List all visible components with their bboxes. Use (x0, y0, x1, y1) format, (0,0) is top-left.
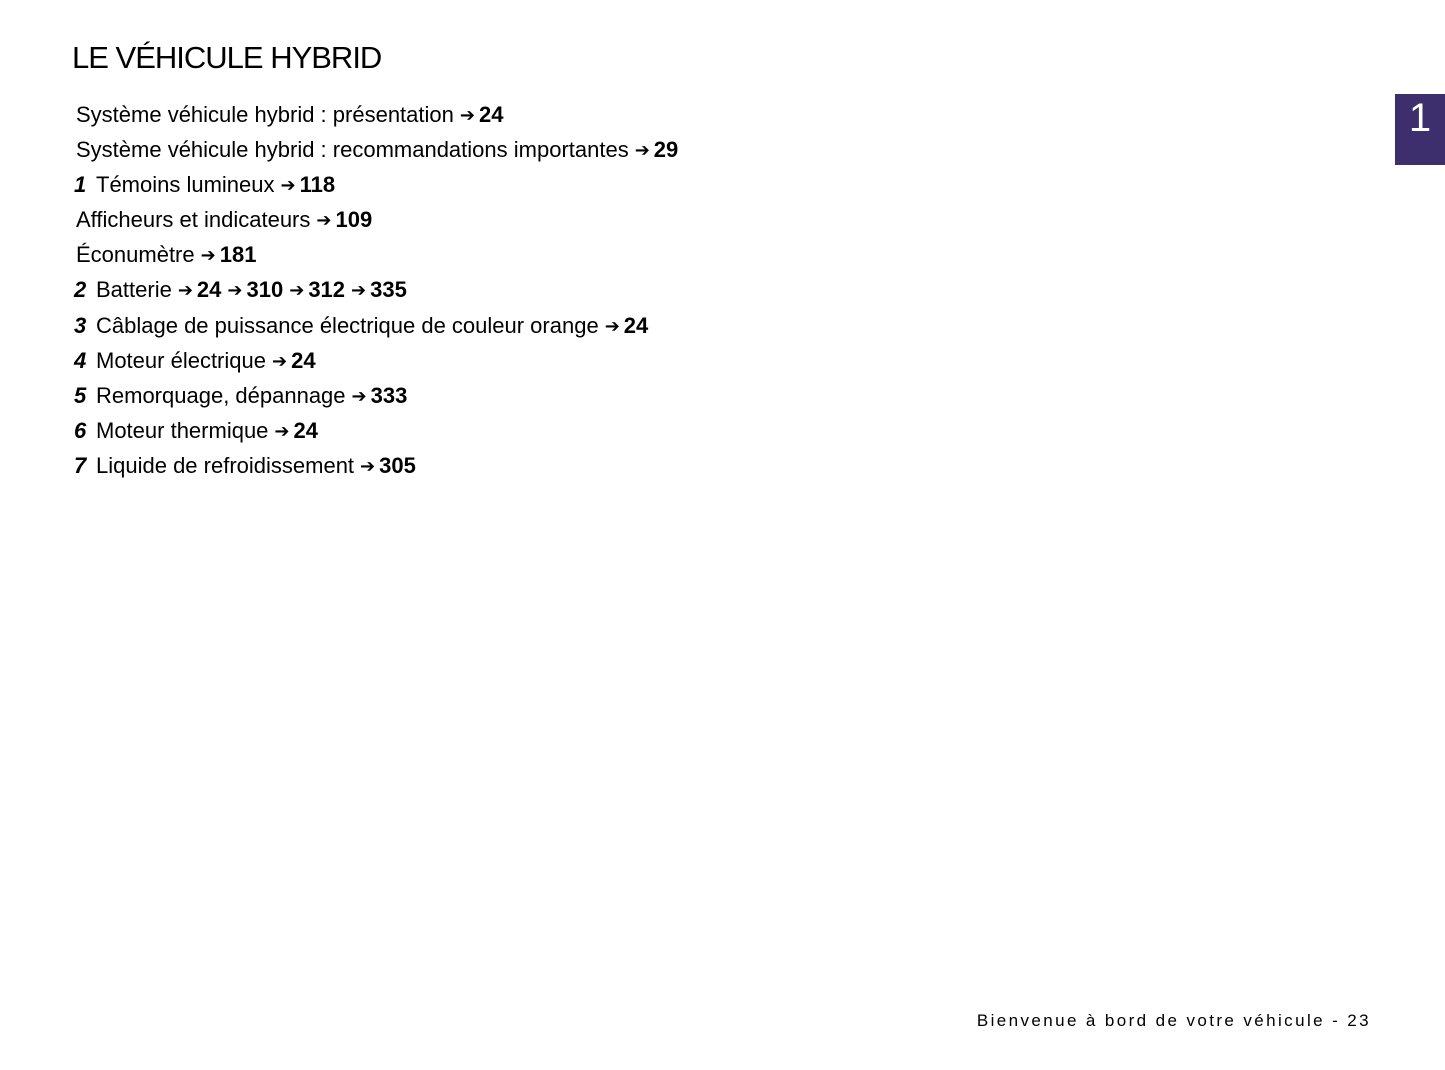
item-number: 2 (74, 277, 87, 303)
page-title: LE VÉHICULE HYBRID (72, 40, 382, 75)
chapter-tab: 1 (1395, 94, 1445, 165)
item-number: 6 (74, 417, 87, 443)
arrow-right-icon: ➔ (459, 105, 475, 125)
page-reference[interactable]: 24 (293, 417, 318, 443)
page-reference[interactable]: 118 (299, 172, 336, 198)
arrow-right-icon: ➔ (271, 350, 288, 371)
arrow-right-icon: ➔ (200, 245, 216, 266)
arrow-right-icon: ➔ (280, 175, 296, 196)
item-number: 4 (74, 347, 87, 373)
item-number: 1 (74, 172, 87, 198)
page-footer: Bienvenue à bord de votre véhicule - 23 (976, 1011, 1371, 1030)
index-item (74, 413, 678, 448)
arrow-right-icon: ➔ (227, 280, 243, 301)
arrow-right-icon: ➔ (351, 280, 367, 301)
arrow-right-icon: ➔ (316, 210, 332, 231)
page-reference[interactable]: 109 (335, 207, 373, 233)
item-label: Remorquage, dépannage (96, 382, 346, 408)
item-number: 3 (74, 312, 87, 338)
arrow-right-icon: ➔ (360, 455, 376, 476)
index-item (74, 97, 678, 132)
item-label: Système véhicule hybrid : recommandations importantes (76, 137, 629, 163)
item-label: Afficheurs et indicateurs (76, 207, 311, 233)
page-reference[interactable]: 310 (246, 277, 284, 303)
page-reference[interactable]: 335 (370, 277, 407, 303)
item-number: 7 (74, 452, 87, 478)
index-item (74, 378, 678, 413)
index-item (74, 343, 678, 378)
page-reference[interactable]: 24 (196, 277, 222, 303)
page-reference[interactable]: 305 (379, 452, 416, 478)
page-reference[interactable]: 333 (370, 382, 408, 408)
page-reference[interactable]: 24 (291, 347, 316, 373)
index-item (74, 272, 678, 307)
item-label: Câblage de puissance électrique de couleur orange (96, 312, 599, 338)
item-label: Liquide de refroidissement (96, 452, 355, 478)
arrow-right-icon: ➔ (634, 140, 650, 161)
item-label: Moteur thermique (96, 417, 269, 443)
index-item (74, 237, 678, 272)
item-number: 5 (74, 382, 87, 408)
page-reference[interactable]: 24 (478, 102, 504, 127)
page-reference[interactable]: 29 (653, 137, 679, 163)
arrow-right-icon: ➔ (289, 280, 305, 301)
item-label: Système véhicule hybrid : présentation (76, 102, 454, 127)
item-label: Témoins lumineux (96, 172, 275, 198)
item-label: Batterie (96, 277, 172, 303)
arrow-right-icon: ➔ (604, 315, 620, 336)
page-reference[interactable]: 24 (623, 312, 649, 338)
index-item (74, 202, 678, 237)
arrow-right-icon: ➔ (351, 385, 367, 406)
item-label: Éconumètre (76, 242, 195, 268)
arrow-right-icon: ➔ (274, 420, 290, 441)
index-item (74, 132, 678, 167)
item-label: Moteur électrique (96, 347, 266, 373)
page-reference[interactable]: 181 (219, 242, 257, 268)
index-item (74, 448, 678, 483)
index-list (74, 97, 678, 483)
index-item (74, 308, 678, 343)
index-item (74, 167, 678, 202)
page-reference[interactable]: 312 (308, 277, 346, 303)
arrow-right-icon: ➔ (177, 280, 193, 301)
